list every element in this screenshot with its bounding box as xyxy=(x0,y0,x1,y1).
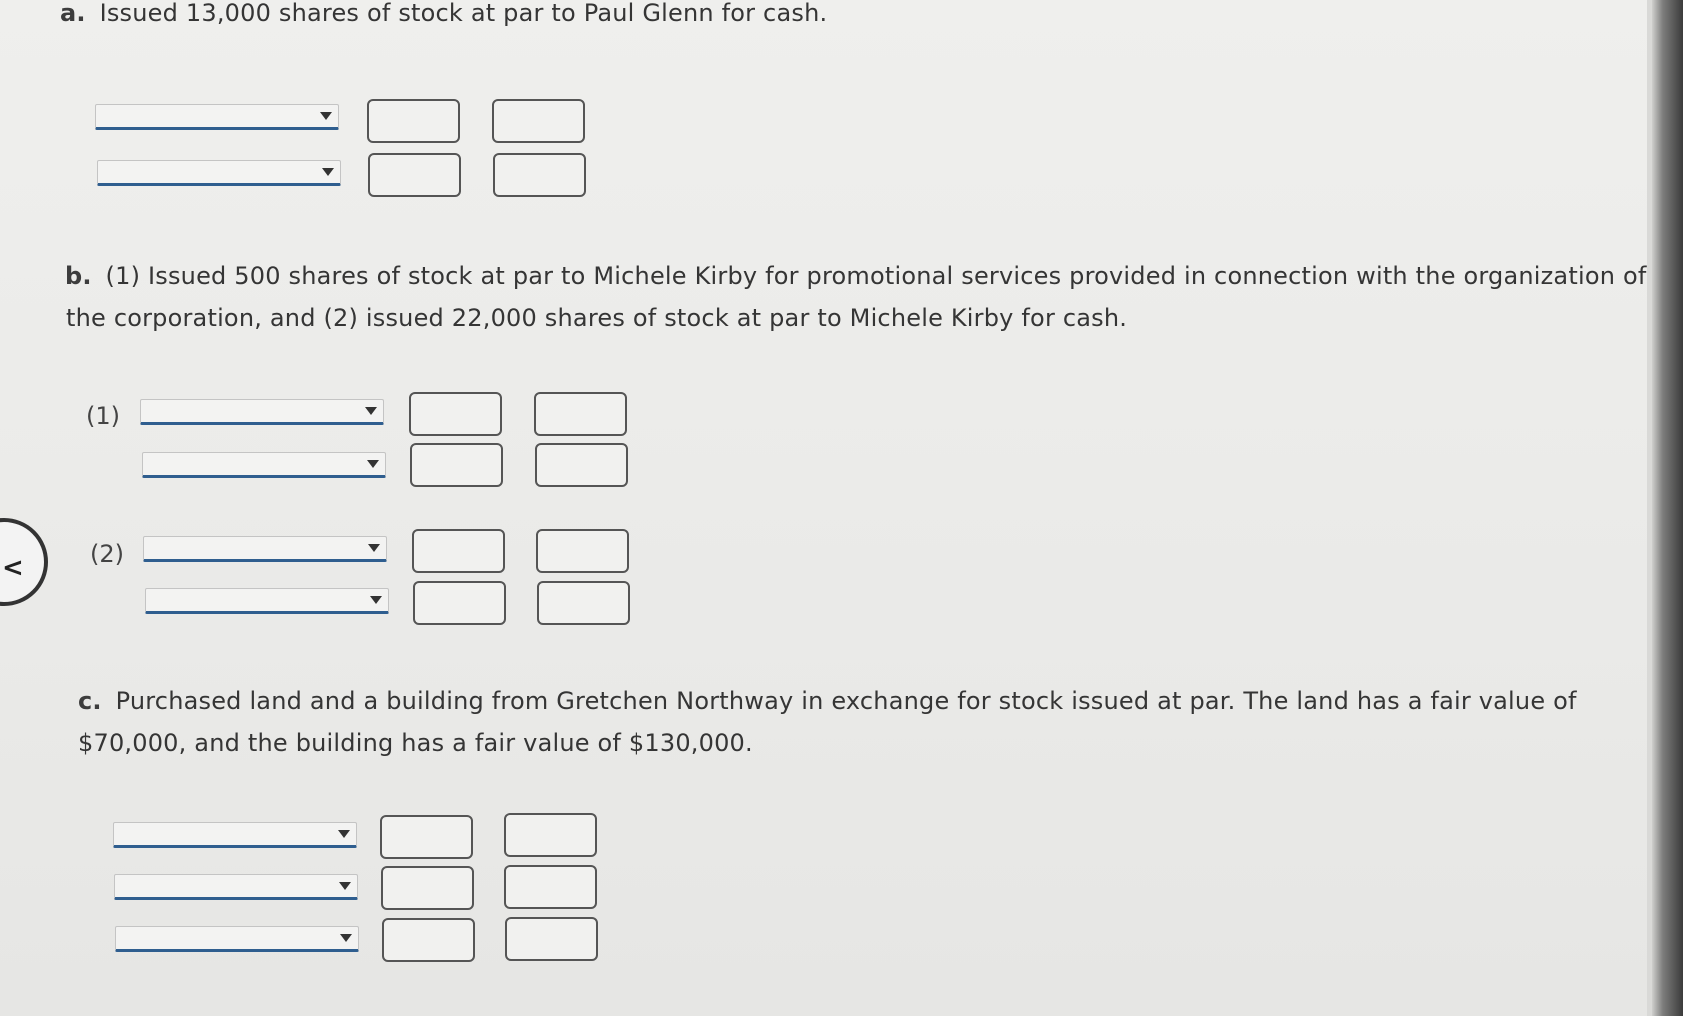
question-c xyxy=(78,680,1577,723)
question-b-letter: b. xyxy=(65,262,92,290)
screen-bezel xyxy=(1652,0,1683,1016)
credit-input-c2[interactable] xyxy=(504,865,597,909)
account-select-c2[interactable] xyxy=(114,874,358,900)
credit-input-b1-1[interactable] xyxy=(534,392,627,436)
account-select-c1[interactable] xyxy=(113,822,357,848)
chevron-down-icon xyxy=(340,934,352,942)
account-select-b2-2[interactable] xyxy=(145,588,389,614)
debit-input-a1[interactable] xyxy=(367,99,460,143)
account-select-b1-2[interactable] xyxy=(142,452,386,478)
debit-input-b1-2[interactable] xyxy=(410,443,503,487)
chevron-down-icon xyxy=(322,168,334,176)
question-c-letter: c. xyxy=(78,687,102,715)
debit-input-a2[interactable] xyxy=(368,153,461,197)
debit-input-b2-1[interactable] xyxy=(412,529,505,573)
credit-input-c1[interactable] xyxy=(504,813,597,857)
chevron-left-icon: < xyxy=(2,553,24,583)
credit-input-b1-2[interactable] xyxy=(535,443,628,487)
debit-input-b2-2[interactable] xyxy=(413,581,506,625)
debit-input-c2[interactable] xyxy=(381,866,474,910)
question-a-text: Issued 13,000 shares of stock at par to Paul Glenn for cash. xyxy=(99,0,828,27)
question-c-text-line1: Purchased land and a building from Gretchen Northway in exchange for stock issued at par. The land has a fair value of xyxy=(115,687,1577,715)
question-b xyxy=(65,255,1646,298)
account-select-a2[interactable] xyxy=(97,160,341,186)
chevron-down-icon xyxy=(338,830,350,838)
question-c-text-line2: $70,000, and the building has a fair value of $130,000. xyxy=(78,729,753,757)
question-b-text-line1: (1) Issued 500 shares of stock at par to Michele Kirby for promotional services provided in connection with the organization of xyxy=(105,262,1647,290)
chevron-down-icon xyxy=(368,544,380,552)
credit-input-c3[interactable] xyxy=(505,917,598,961)
debit-input-c3[interactable] xyxy=(382,918,475,962)
chevron-down-icon xyxy=(339,882,351,890)
chevron-down-icon xyxy=(367,460,379,468)
account-select-b2-1[interactable] xyxy=(143,536,387,562)
credit-input-b2-1[interactable] xyxy=(536,529,629,573)
chevron-down-icon xyxy=(370,596,382,604)
account-select-a1[interactable] xyxy=(95,104,339,130)
question-b-sub1-label: (1) xyxy=(86,402,120,430)
credit-input-b2-2[interactable] xyxy=(537,581,630,625)
chevron-down-icon xyxy=(320,112,332,120)
credit-input-a2[interactable] xyxy=(493,153,586,197)
question-a-letter: a. xyxy=(60,0,86,27)
question-b-text-line2: the corporation, and (2) issued 22,000 shares of stock at par to Michele Kirby for cash. xyxy=(66,304,1128,332)
credit-input-a1[interactable] xyxy=(492,99,585,143)
account-select-c3[interactable] xyxy=(115,926,359,952)
debit-input-b1-1[interactable] xyxy=(409,392,502,436)
chevron-down-icon xyxy=(365,407,377,415)
question-b-sub2-label: (2) xyxy=(90,540,124,568)
question-a xyxy=(60,0,827,35)
account-select-b1-1[interactable] xyxy=(140,399,384,425)
debit-input-c1[interactable] xyxy=(380,815,473,859)
